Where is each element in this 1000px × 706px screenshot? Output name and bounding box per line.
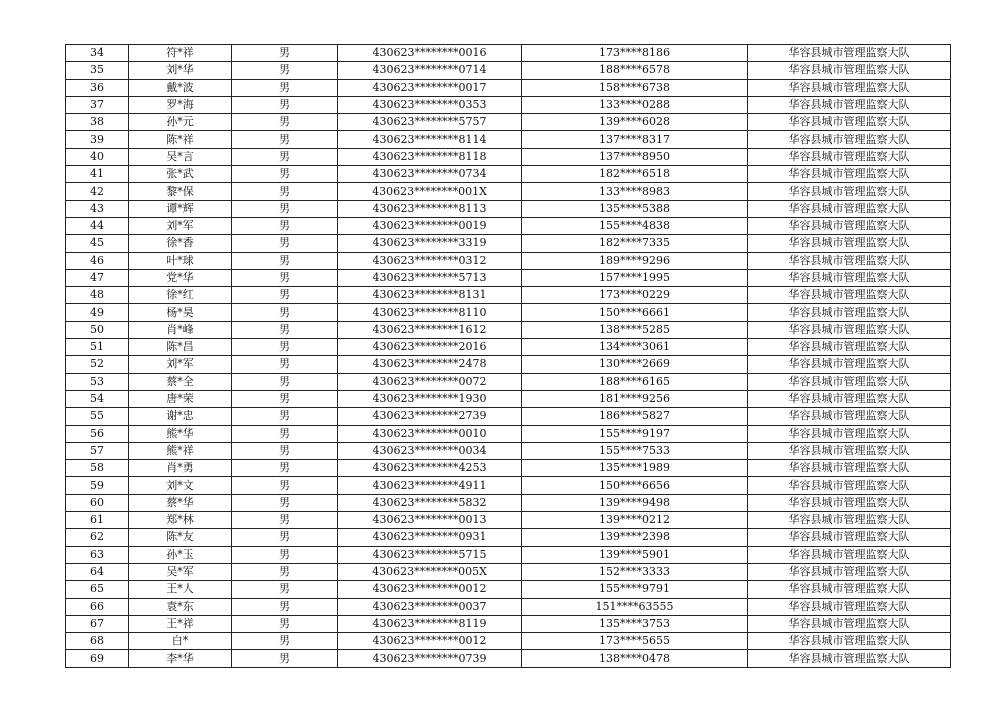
unit-cell: 华容县城市管理监察大队 bbox=[748, 356, 951, 373]
phone-cell: 138****5285 bbox=[522, 321, 748, 338]
gender-cell: 男 bbox=[232, 460, 338, 477]
id-number-cell: 430623********0012 bbox=[338, 581, 522, 598]
gender-cell: 男 bbox=[232, 287, 338, 304]
unit-cell: 华容县城市管理监察大队 bbox=[748, 563, 951, 580]
gender-cell: 男 bbox=[232, 650, 338, 667]
phone-cell: 155****9791 bbox=[522, 581, 748, 598]
phone-cell: 137****8317 bbox=[522, 131, 748, 148]
unit-cell: 华容县城市管理监察大队 bbox=[748, 390, 951, 407]
table-row bbox=[66, 477, 951, 494]
gender-cell: 男 bbox=[232, 269, 338, 286]
gender-cell: 男 bbox=[232, 114, 338, 131]
unit-cell: 华容县城市管理监察大队 bbox=[748, 114, 951, 131]
id-number-cell: 430623********5757 bbox=[338, 114, 522, 131]
gender-cell: 男 bbox=[232, 131, 338, 148]
phone-cell: 139****9498 bbox=[522, 494, 748, 511]
row-number-cell: 47 bbox=[66, 269, 129, 286]
table-row bbox=[66, 217, 951, 234]
row-number-cell: 54 bbox=[66, 390, 129, 407]
gender-cell: 男 bbox=[232, 166, 338, 183]
name-cell: 王*人 bbox=[129, 581, 232, 598]
phone-cell: 188****6165 bbox=[522, 373, 748, 390]
gender-cell: 男 bbox=[232, 425, 338, 442]
gender-cell: 男 bbox=[232, 79, 338, 96]
phone-cell: 155****7533 bbox=[522, 442, 748, 459]
unit-cell: 华容县城市管理监察大队 bbox=[748, 321, 951, 338]
row-number-cell: 51 bbox=[66, 339, 129, 356]
row-number-cell: 66 bbox=[66, 598, 129, 615]
name-cell: 王*祥 bbox=[129, 615, 232, 632]
row-number-cell: 50 bbox=[66, 321, 129, 338]
name-cell: 孙*元 bbox=[129, 114, 232, 131]
row-number-cell: 44 bbox=[66, 217, 129, 234]
unit-cell: 华容县城市管理监察大队 bbox=[748, 252, 951, 269]
unit-cell: 华容县城市管理监察大队 bbox=[748, 546, 951, 563]
table-row bbox=[66, 252, 951, 269]
row-number-cell: 39 bbox=[66, 131, 129, 148]
unit-cell: 华容县城市管理监察大队 bbox=[748, 131, 951, 148]
name-cell: 肖*勇 bbox=[129, 460, 232, 477]
gender-cell: 男 bbox=[232, 148, 338, 165]
row-number-cell: 57 bbox=[66, 442, 129, 459]
unit-cell: 华容县城市管理监察大队 bbox=[748, 45, 951, 62]
phone-cell: 186****5827 bbox=[522, 408, 748, 425]
unit-cell: 华容县城市管理监察大队 bbox=[748, 373, 951, 390]
row-number-cell: 46 bbox=[66, 252, 129, 269]
row-number-cell: 55 bbox=[66, 408, 129, 425]
table-row bbox=[66, 615, 951, 632]
row-number-cell: 61 bbox=[66, 512, 129, 529]
unit-cell: 华容县城市管理监察大队 bbox=[748, 442, 951, 459]
name-cell: 刘*文 bbox=[129, 477, 232, 494]
id-number-cell: 430623********4253 bbox=[338, 460, 522, 477]
table-row bbox=[66, 373, 951, 390]
name-cell: 陈*昌 bbox=[129, 339, 232, 356]
unit-cell: 华容县城市管理监察大队 bbox=[748, 460, 951, 477]
id-number-cell: 430623********0017 bbox=[338, 79, 522, 96]
row-number-cell: 67 bbox=[66, 615, 129, 632]
name-cell: 孙*玉 bbox=[129, 546, 232, 563]
row-number-cell: 36 bbox=[66, 79, 129, 96]
phone-cell: 135****1989 bbox=[522, 460, 748, 477]
unit-cell: 华容县城市管理监察大队 bbox=[748, 79, 951, 96]
id-number-cell: 430623********8118 bbox=[338, 148, 522, 165]
row-number-cell: 42 bbox=[66, 183, 129, 200]
unit-cell: 华容县城市管理监察大队 bbox=[748, 408, 951, 425]
name-cell: 徐*红 bbox=[129, 287, 232, 304]
unit-cell: 华容县城市管理监察大队 bbox=[748, 235, 951, 252]
row-number-cell: 53 bbox=[66, 373, 129, 390]
id-number-cell: 430623********0072 bbox=[338, 373, 522, 390]
phone-cell: 139****2398 bbox=[522, 529, 748, 546]
unit-cell: 华容县城市管理监察大队 bbox=[748, 477, 951, 494]
unit-cell: 华容县城市管理监察大队 bbox=[748, 96, 951, 113]
name-cell: 党*华 bbox=[129, 269, 232, 286]
table-row bbox=[66, 45, 951, 62]
name-cell: 吴*军 bbox=[129, 563, 232, 580]
table-row bbox=[66, 166, 951, 183]
row-number-cell: 68 bbox=[66, 633, 129, 650]
id-number-cell: 430623********0010 bbox=[338, 425, 522, 442]
id-number-cell: 430623********0714 bbox=[338, 62, 522, 79]
row-number-cell: 38 bbox=[66, 114, 129, 131]
personnel-table bbox=[65, 44, 951, 668]
gender-cell: 男 bbox=[232, 356, 338, 373]
table-row bbox=[66, 494, 951, 511]
gender-cell: 男 bbox=[232, 408, 338, 425]
name-cell: 吴*言 bbox=[129, 148, 232, 165]
name-cell: 蔡*华 bbox=[129, 494, 232, 511]
phone-cell: 133****0288 bbox=[522, 96, 748, 113]
id-number-cell: 430623********5832 bbox=[338, 494, 522, 511]
name-cell: 陈*祥 bbox=[129, 131, 232, 148]
gender-cell: 男 bbox=[232, 477, 338, 494]
name-cell: 袁*东 bbox=[129, 598, 232, 615]
table-row bbox=[66, 79, 951, 96]
gender-cell: 男 bbox=[232, 304, 338, 321]
unit-cell: 华容县城市管理监察大队 bbox=[748, 529, 951, 546]
gender-cell: 男 bbox=[232, 529, 338, 546]
unit-cell: 华容县城市管理监察大队 bbox=[748, 512, 951, 529]
row-number-cell: 64 bbox=[66, 563, 129, 580]
row-number-cell: 65 bbox=[66, 581, 129, 598]
table-row bbox=[66, 633, 951, 650]
table-row bbox=[66, 339, 951, 356]
id-number-cell: 430623********0012 bbox=[338, 633, 522, 650]
table-row bbox=[66, 546, 951, 563]
name-cell: 蔡*全 bbox=[129, 373, 232, 390]
phone-cell: 189****9296 bbox=[522, 252, 748, 269]
unit-cell: 华容县城市管理监察大队 bbox=[748, 425, 951, 442]
id-number-cell: 430623********0034 bbox=[338, 442, 522, 459]
unit-cell: 华容县城市管理监察大队 bbox=[748, 581, 951, 598]
name-cell: 徐*香 bbox=[129, 235, 232, 252]
id-number-cell: 430623********8119 bbox=[338, 615, 522, 632]
table-row bbox=[66, 425, 951, 442]
id-number-cell: 430623********1930 bbox=[338, 390, 522, 407]
id-number-cell: 430623********3319 bbox=[338, 235, 522, 252]
unit-cell: 华容县城市管理监察大队 bbox=[748, 62, 951, 79]
phone-cell: 157****1995 bbox=[522, 269, 748, 286]
gender-cell: 男 bbox=[232, 390, 338, 407]
row-number-cell: 52 bbox=[66, 356, 129, 373]
phone-cell: 139****5901 bbox=[522, 546, 748, 563]
name-cell: 谭*辉 bbox=[129, 200, 232, 217]
name-cell: 白* bbox=[129, 633, 232, 650]
phone-cell: 182****6518 bbox=[522, 166, 748, 183]
phone-cell: 130****2669 bbox=[522, 356, 748, 373]
unit-cell: 华容县城市管理监察大队 bbox=[748, 166, 951, 183]
gender-cell: 男 bbox=[232, 512, 338, 529]
unit-cell: 华容县城市管理监察大队 bbox=[748, 217, 951, 234]
phone-cell: 158****6738 bbox=[522, 79, 748, 96]
gender-cell: 男 bbox=[232, 62, 338, 79]
row-number-cell: 45 bbox=[66, 235, 129, 252]
id-number-cell: 430623********5715 bbox=[338, 546, 522, 563]
row-number-cell: 62 bbox=[66, 529, 129, 546]
phone-cell: 152****3333 bbox=[522, 563, 748, 580]
row-number-cell: 37 bbox=[66, 96, 129, 113]
table-row bbox=[66, 321, 951, 338]
gender-cell: 男 bbox=[232, 581, 338, 598]
row-number-cell: 40 bbox=[66, 148, 129, 165]
phone-cell: 151****63555 bbox=[522, 598, 748, 615]
unit-cell: 华容县城市管理监察大队 bbox=[748, 200, 951, 217]
gender-cell: 男 bbox=[232, 615, 338, 632]
row-number-cell: 41 bbox=[66, 166, 129, 183]
table-row bbox=[66, 581, 951, 598]
table-row bbox=[66, 304, 951, 321]
gender-cell: 男 bbox=[232, 45, 338, 62]
table-row bbox=[66, 96, 951, 113]
name-cell: 陈*友 bbox=[129, 529, 232, 546]
name-cell: 郑*林 bbox=[129, 512, 232, 529]
table-row bbox=[66, 269, 951, 286]
unit-cell: 华容县城市管理监察大队 bbox=[748, 633, 951, 650]
id-number-cell: 430623********2739 bbox=[338, 408, 522, 425]
id-number-cell: 430623********1612 bbox=[338, 321, 522, 338]
unit-cell: 华容县城市管理监察大队 bbox=[748, 615, 951, 632]
gender-cell: 男 bbox=[232, 546, 338, 563]
row-number-cell: 43 bbox=[66, 200, 129, 217]
table-row bbox=[66, 598, 951, 615]
table-row bbox=[66, 442, 951, 459]
row-number-cell: 48 bbox=[66, 287, 129, 304]
gender-cell: 男 bbox=[232, 235, 338, 252]
name-cell: 刘*军 bbox=[129, 217, 232, 234]
phone-cell: 133****8983 bbox=[522, 183, 748, 200]
name-cell: 戴*波 bbox=[129, 79, 232, 96]
name-cell: 黎*保 bbox=[129, 183, 232, 200]
unit-cell: 华容县城市管理监察大队 bbox=[748, 650, 951, 667]
gender-cell: 男 bbox=[232, 339, 338, 356]
table-row bbox=[66, 183, 951, 200]
id-number-cell: 430623********0016 bbox=[338, 45, 522, 62]
phone-cell: 138****0478 bbox=[522, 650, 748, 667]
name-cell: 唐*荣 bbox=[129, 390, 232, 407]
row-number-cell: 34 bbox=[66, 45, 129, 62]
id-number-cell: 430623********001X bbox=[338, 183, 522, 200]
table-row bbox=[66, 390, 951, 407]
table-row bbox=[66, 408, 951, 425]
unit-cell: 华容县城市管理监察大队 bbox=[748, 269, 951, 286]
gender-cell: 男 bbox=[232, 563, 338, 580]
gender-cell: 男 bbox=[232, 442, 338, 459]
unit-cell: 华容县城市管理监察大队 bbox=[748, 148, 951, 165]
gender-cell: 男 bbox=[232, 494, 338, 511]
name-cell: 熊*华 bbox=[129, 425, 232, 442]
id-number-cell: 430623********8113 bbox=[338, 200, 522, 217]
phone-cell: 155****9197 bbox=[522, 425, 748, 442]
phone-cell: 155****4838 bbox=[522, 217, 748, 234]
phone-cell: 139****6028 bbox=[522, 114, 748, 131]
name-cell: 符*祥 bbox=[129, 45, 232, 62]
id-number-cell: 430623********8110 bbox=[338, 304, 522, 321]
id-number-cell: 430623********4911 bbox=[338, 477, 522, 494]
row-number-cell: 69 bbox=[66, 650, 129, 667]
table-row bbox=[66, 287, 951, 304]
row-number-cell: 35 bbox=[66, 62, 129, 79]
gender-cell: 男 bbox=[232, 373, 338, 390]
table-row bbox=[66, 563, 951, 580]
id-number-cell: 430623********0013 bbox=[338, 512, 522, 529]
row-number-cell: 56 bbox=[66, 425, 129, 442]
phone-cell: 173****8186 bbox=[522, 45, 748, 62]
gender-cell: 男 bbox=[232, 183, 338, 200]
table-row bbox=[66, 356, 951, 373]
name-cell: 熊*祥 bbox=[129, 442, 232, 459]
id-number-cell: 430623********8131 bbox=[338, 287, 522, 304]
name-cell: 李*华 bbox=[129, 650, 232, 667]
unit-cell: 华容县城市管理监察大队 bbox=[748, 183, 951, 200]
name-cell: 刘*军 bbox=[129, 356, 232, 373]
unit-cell: 华容县城市管理监察大队 bbox=[748, 339, 951, 356]
phone-cell: 173****5655 bbox=[522, 633, 748, 650]
phone-cell: 173****0229 bbox=[522, 287, 748, 304]
table-row bbox=[66, 650, 951, 667]
name-cell: 肖*峰 bbox=[129, 321, 232, 338]
phone-cell: 181****9256 bbox=[522, 390, 748, 407]
unit-cell: 华容县城市管理监察大队 bbox=[748, 598, 951, 615]
phone-cell: 137****8950 bbox=[522, 148, 748, 165]
gender-cell: 男 bbox=[232, 598, 338, 615]
id-number-cell: 430623********0019 bbox=[338, 217, 522, 234]
name-cell: 谢*忠 bbox=[129, 408, 232, 425]
id-number-cell: 430623********2478 bbox=[338, 356, 522, 373]
row-number-cell: 59 bbox=[66, 477, 129, 494]
phone-cell: 134****3061 bbox=[522, 339, 748, 356]
name-cell: 刘*华 bbox=[129, 62, 232, 79]
gender-cell: 男 bbox=[232, 252, 338, 269]
phone-cell: 182****7335 bbox=[522, 235, 748, 252]
phone-cell: 150****6661 bbox=[522, 304, 748, 321]
phone-cell: 139****0212 bbox=[522, 512, 748, 529]
phone-cell: 150****6656 bbox=[522, 477, 748, 494]
table-row bbox=[66, 235, 951, 252]
table-row bbox=[66, 62, 951, 79]
phone-cell: 135****5388 bbox=[522, 200, 748, 217]
table-row bbox=[66, 131, 951, 148]
id-number-cell: 430623********0312 bbox=[338, 252, 522, 269]
phone-cell: 135****3753 bbox=[522, 615, 748, 632]
gender-cell: 男 bbox=[232, 217, 338, 234]
table-body bbox=[66, 45, 951, 668]
table-row bbox=[66, 114, 951, 131]
id-number-cell: 430623********005X bbox=[338, 563, 522, 580]
table-row bbox=[66, 460, 951, 477]
name-cell: 杨*昊 bbox=[129, 304, 232, 321]
gender-cell: 男 bbox=[232, 200, 338, 217]
id-number-cell: 430623********0353 bbox=[338, 96, 522, 113]
unit-cell: 华容县城市管理监察大队 bbox=[748, 287, 951, 304]
name-cell: 叶*球 bbox=[129, 252, 232, 269]
id-number-cell: 430623********5713 bbox=[338, 269, 522, 286]
table-row bbox=[66, 148, 951, 165]
row-number-cell: 49 bbox=[66, 304, 129, 321]
id-number-cell: 430623********2016 bbox=[338, 339, 522, 356]
table-row bbox=[66, 200, 951, 217]
gender-cell: 男 bbox=[232, 96, 338, 113]
name-cell: 罗*海 bbox=[129, 96, 232, 113]
unit-cell: 华容县城市管理监察大队 bbox=[748, 494, 951, 511]
table-row bbox=[66, 529, 951, 546]
gender-cell: 男 bbox=[232, 633, 338, 650]
id-number-cell: 430623********8114 bbox=[338, 131, 522, 148]
phone-cell: 188****6578 bbox=[522, 62, 748, 79]
name-cell: 张*武 bbox=[129, 166, 232, 183]
id-number-cell: 430623********0931 bbox=[338, 529, 522, 546]
row-number-cell: 58 bbox=[66, 460, 129, 477]
row-number-cell: 63 bbox=[66, 546, 129, 563]
unit-cell: 华容县城市管理监察大队 bbox=[748, 304, 951, 321]
id-number-cell: 430623********0037 bbox=[338, 598, 522, 615]
id-number-cell: 430623********0739 bbox=[338, 650, 522, 667]
row-number-cell: 60 bbox=[66, 494, 129, 511]
id-number-cell: 430623********0734 bbox=[338, 166, 522, 183]
gender-cell: 男 bbox=[232, 321, 338, 338]
table-row bbox=[66, 512, 951, 529]
